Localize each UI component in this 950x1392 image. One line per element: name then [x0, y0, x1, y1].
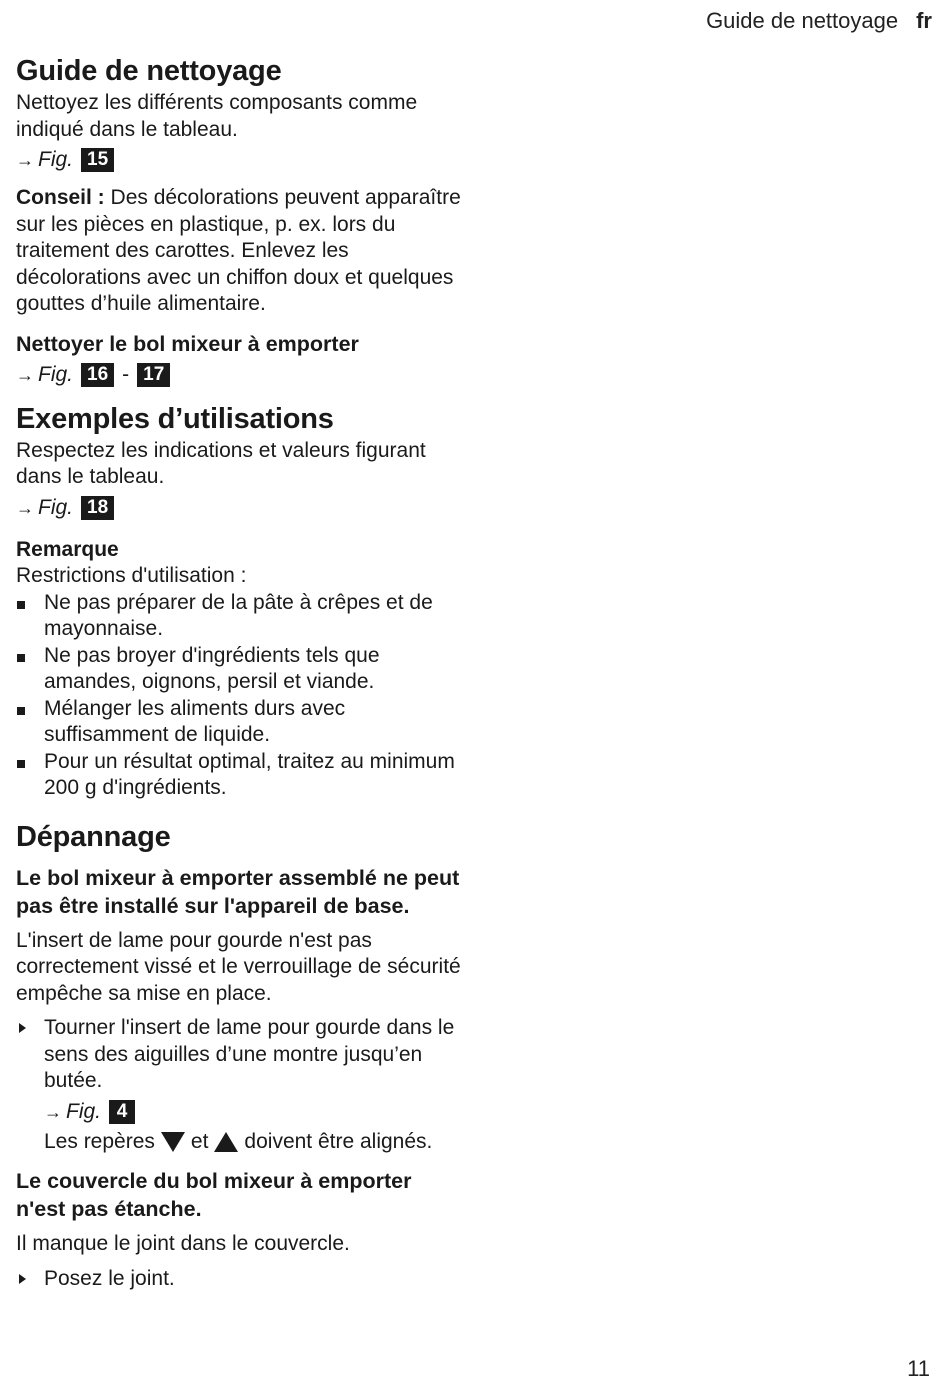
- figure-range-dash: -: [122, 362, 130, 386]
- examples-title: Exemples d’utilisations: [16, 402, 334, 435]
- list-item: [16, 590, 466, 643]
- arrow-right-icon: →: [16, 497, 34, 518]
- square-bullet-icon: [17, 707, 25, 715]
- restrictions-list: [16, 590, 466, 802]
- step-1-text: Tourner l'insert de lame pour gourde dans le sens des aiguilles d’une montre jusqu’en butée.: [44, 1016, 455, 1092]
- cleaning-title: Guide de nettoyage: [16, 55, 282, 87]
- action-step: [16, 1266, 466, 1293]
- list-item-text: Pour un résultat optimal, traitez au minimum 200 g d'ingrédients.: [44, 749, 455, 799]
- square-bullet-icon: [17, 760, 25, 768]
- running-header: [706, 8, 932, 34]
- list-item-text: Ne pas préparer de la pâte à crêpes et de mayonnaise.: [44, 590, 433, 640]
- alignment-note: [44, 1129, 466, 1156]
- list-item: [16, 696, 466, 749]
- note-title: [16, 537, 466, 564]
- figure-word: Fig.: [66, 1099, 102, 1123]
- cause-2: Il manque le joint dans le couvercle.: [16, 1232, 350, 1255]
- problem-2: Le couvercle du bol mixeur à emporter n'est pas étanche.: [16, 1169, 412, 1221]
- square-bullet-icon: [17, 601, 25, 609]
- list-item-text: Mélanger les aliments durs avec suffisamment de liquide.: [44, 696, 346, 746]
- alignment-mid: et: [190, 1129, 209, 1153]
- figure-reference: [16, 495, 466, 521]
- figure-number-badge: 18: [81, 496, 114, 520]
- note-intro: Restrictions d'utilisation :: [16, 564, 247, 587]
- tip-label: Conseil :: [16, 186, 105, 209]
- marker-up-icon: [214, 1132, 238, 1152]
- step-2-text: Posez le joint.: [44, 1266, 175, 1290]
- figure-reference: [44, 1099, 466, 1125]
- list-item: [16, 749, 466, 802]
- note-title-text: Remarque: [16, 537, 119, 561]
- cause-1: L'insert de lame pour gourde n'est pas correctement vissé et le verrouillage de sécurité empêche sa mise en place.: [16, 928, 461, 1005]
- figure-word: Fig.: [38, 362, 74, 386]
- arrow-right-icon: →: [16, 364, 34, 385]
- alignment-suffix: doivent être alignés.: [244, 1129, 433, 1153]
- page-number: 11: [907, 1356, 930, 1381]
- alignment-prefix: Les repères: [44, 1129, 155, 1153]
- main-column: [16, 52, 466, 1292]
- figure-number-badge: 16: [81, 363, 114, 387]
- problem-1: Le bol mixeur à emporter assemblé ne peut pas être installé sur l'appareil de base.: [16, 865, 460, 918]
- triangle-bullet-icon: [19, 1023, 26, 1033]
- tip-paragraph: [16, 185, 466, 318]
- figure-range-reference: [16, 362, 466, 388]
- arrow-right-icon: →: [44, 1101, 62, 1122]
- running-header-section: Guide de nettoyage: [706, 8, 899, 33]
- arrow-right-icon: →: [16, 150, 34, 170]
- language-code: fr: [916, 8, 932, 33]
- cleaning-intro: Nettoyez les différents composants comme indiqué dans le tableau.: [16, 91, 418, 141]
- marker-down-icon: [161, 1132, 185, 1152]
- square-bullet-icon: [17, 654, 25, 662]
- examples-intro: Respectez les indications et valeurs figurant dans le tableau.: [16, 438, 426, 488]
- figure-number-badge: 17: [137, 363, 170, 387]
- figure-reference: [16, 147, 466, 173]
- figure-word: Fig.: [38, 148, 74, 171]
- troubleshooting-title: Dépannage: [16, 820, 171, 853]
- cleaning-subtitle: Nettoyer le bol mixeur à emporter: [16, 331, 359, 356]
- figure-word: Fig.: [38, 495, 74, 519]
- tip-text: Des décolorations peuvent apparaître sur les pièces en plastique, p. ex. lors du traitement des carottes. Enlevez les décolorations avec un chiffon doux et quelques gouttes d’huile alimentaire.: [16, 186, 461, 315]
- triangle-bullet-icon: [19, 1274, 26, 1284]
- figure-number-badge: 15: [81, 148, 114, 172]
- figure-number-badge: 4: [109, 1100, 135, 1124]
- list-item: [16, 643, 466, 696]
- list-item-text: Ne pas broyer d'ingrédients tels que amandes, oignons, persil et viande.: [44, 643, 380, 693]
- action-step: [16, 1015, 466, 1155]
